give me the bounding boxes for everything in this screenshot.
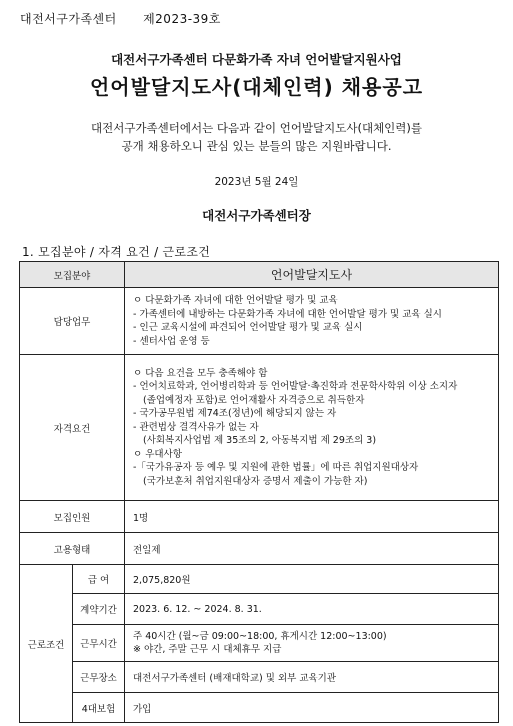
contract-period-value: 2023. 6. 12. ~ 2024. 8. 31. (125, 594, 499, 625)
column-header-label: 모집분야 (20, 262, 125, 288)
recruitment-table (19, 261, 499, 723)
signer-name: 대전서구가족센터장 (202, 208, 311, 223)
duties-label: 담당업무 (20, 288, 125, 355)
contract-period-row (20, 594, 499, 625)
qualification-line: - 언어치료학과, 언어병리학과 등 언어발달·촉진학과 전문학사학위 이상 소지자 (133, 381, 458, 393)
salary-label: 급 여 (73, 565, 125, 594)
qualification-line: (사회복지사업법 제 35조의 2, 아동복지법 제 29조의 3) (143, 435, 377, 447)
insurance-row (20, 693, 499, 723)
announcement-subtitle: 대전서구가족센터 다문화가족 자녀 언어발달지원사업 (111, 52, 402, 67)
work-hours-content (125, 625, 499, 662)
table-header-row (20, 262, 499, 288)
qualification-line: ㅇ 우대사항 (133, 448, 182, 460)
qualifications-content (125, 355, 499, 501)
conditions-label: 근로조건 (20, 565, 73, 723)
intro-line-1: 대전서구가족센터에서는 다음과 같이 언어발달지도사(대체인력)를 (91, 121, 422, 135)
intro-line-2: 공개 채용하오니 관심 있는 분들의 많은 지원바랍니다. (121, 139, 392, 153)
qualification-line: - 관련법상 결격사유가 없는 자 (133, 421, 259, 433)
employment-type-value: 전일제 (125, 533, 499, 565)
duties-row (20, 288, 499, 355)
insurance-value: 가입 (125, 693, 499, 723)
employment-type-row (20, 533, 499, 565)
qualification-line: ㅇ 다음 요건을 모두 충족해야 함 (133, 367, 268, 379)
duties-line: - 가족센터에 내방하는 다문화가족 자녀에 대한 언어발달 평가 및 교육 실시 (133, 308, 442, 320)
work-hours-row (20, 625, 499, 662)
workplace-value: 대전서구가족센터 (배재대학교) 및 외부 교육기관 (125, 662, 499, 693)
salary-value: 2,075,820원 (125, 565, 499, 594)
duties-line: - 인근 교육시설에 파견되어 언어발달 평가 및 교육 실시 (133, 322, 363, 333)
qualifications-label: 자격요건 (20, 355, 125, 501)
announcement-date: 2023년 5월 24일 (214, 176, 299, 188)
duties-line: - 센터사업 운영 등 (133, 335, 210, 347)
salary-row (20, 565, 499, 594)
employment-type-label: 고용형태 (20, 533, 125, 565)
contract-period-label: 계약기간 (73, 594, 125, 625)
headcount-value: 1명 (125, 501, 499, 533)
work-hours-label: 근무시간 (73, 625, 125, 662)
duties-content (125, 288, 499, 355)
qualification-line: -「국가유공자 등 예우 및 지원에 관한 법률」에 따른 취업지원대상자 (133, 462, 419, 474)
header-org-name: 대전서구가족센터 (20, 12, 117, 26)
qualification-line: (국가보훈처 취업지원대상자 증명서 제출이 가능한 자) (143, 475, 368, 487)
document-number: 제2023-39호 (143, 12, 221, 26)
qualification-line: (졸업예정자 포함)로 언어재활사 자격증으로 취득한자 (143, 394, 365, 406)
column-header-position: 언어발달지도사 (125, 262, 499, 288)
qualification-line: - 국가공무원법 제74조(정년)에 해당되지 않는 자 (133, 408, 337, 420)
headcount-row (20, 501, 499, 533)
workplace-label: 근무장소 (73, 662, 125, 693)
announcement-title: 언어발달지도사(대체인력) 채용공고 (89, 75, 424, 99)
qualifications-row (20, 355, 499, 501)
insurance-label: 4대보험 (73, 693, 125, 723)
workplace-row (20, 662, 499, 693)
headcount-label: 모집인원 (20, 501, 125, 533)
work-hours-note: ※ 야간, 주말 근무 시 대체휴무 지급 (133, 644, 282, 655)
work-hours-line: 주 40시간 (월~금 09:00~18:00, 휴게시간 12:00~13:00) (133, 630, 387, 642)
document-header (20, 10, 221, 27)
duties-line: ㅇ 다문화가족 자녀에 대한 언어발달 평가 및 교육 (133, 295, 338, 306)
section-heading: 1. 모집분야 / 자격 요건 / 근로조건 (22, 245, 211, 259)
